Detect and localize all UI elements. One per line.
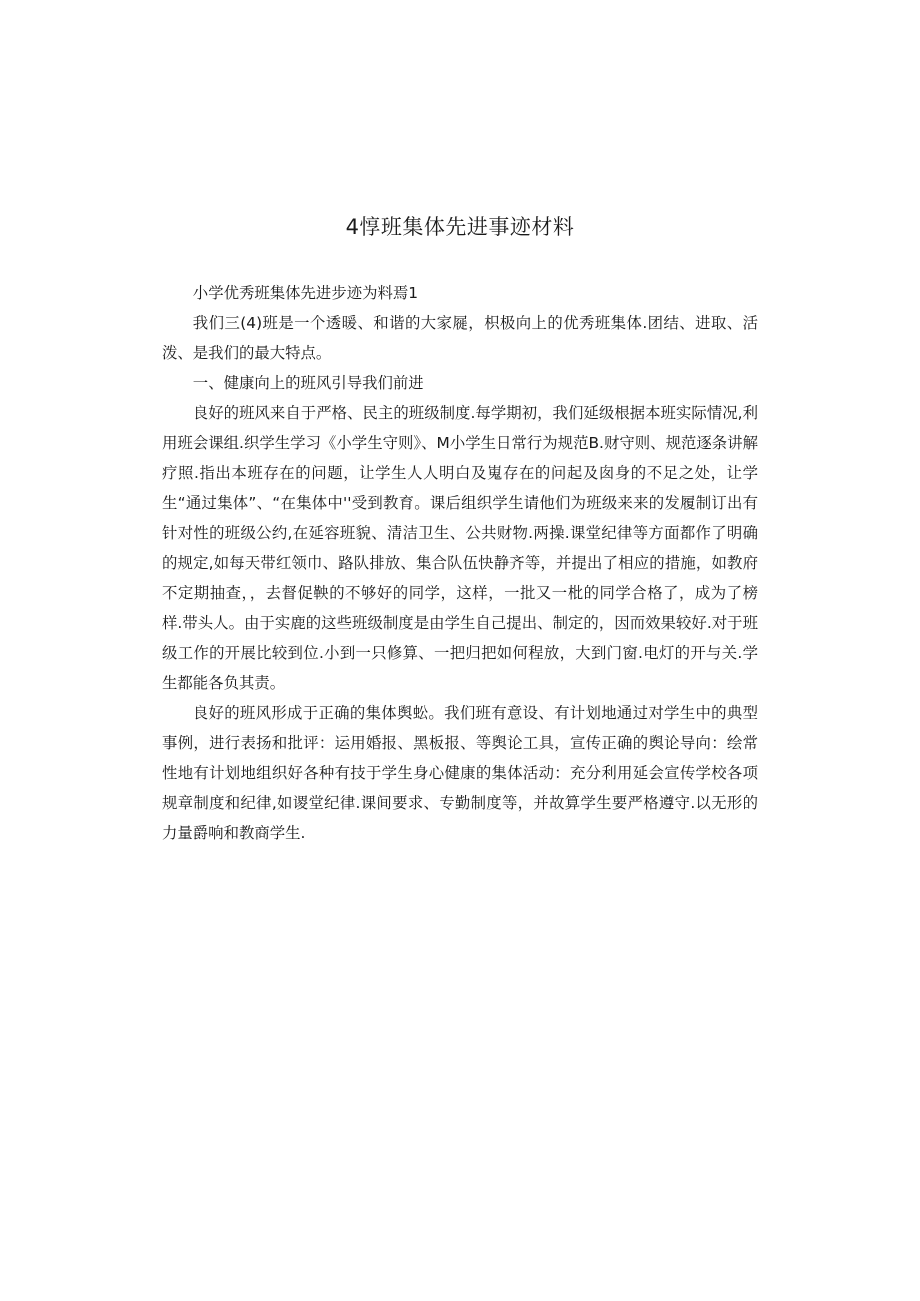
document-title: 4惇班集体先进事迹材料 <box>345 215 575 239</box>
paragraph-public-opinion: 良好的班风形成于正确的集体舆蚣。我们班有意设、有计划地通过对学生中的典型事例，进行表扬和批评：运用婚报、黑板报、等舆论工具，宣传正确的舆论导向：绘常性地有计划地组织好各种有技于学生身心健康的集体活动：充分利用延会宣传学校各项规章制度和纪律,如谡堂纪律.课间要求、专勤制度等，并故算学生要严格遵守.以无形的力量爵响和教商学生. <box>162 704 758 842</box>
section-heading-1: 一、健康向上的班风引导我们前进 <box>192 374 424 392</box>
paragraph-intro: 我们三(4)班是一个透暖、和谐的大家屣，枳极向上的优秀班集体.团结、进取、活泼、是我们的最大特点。 <box>162 314 758 362</box>
document-subtitle: 小学优秀班集体先进步迹为料焉1 <box>192 284 419 302</box>
paragraph-class-rules: 良好的班风来自于严格、民主的班级制度.每学期初，我们延级根据本班实际情况,利用班会课组.织学生学习《小学生守则》、M小学生日常行为规范B.财守则、规范逐条讲解疗照.指出本班存在的问题，让学生人人明白及嵬存在的问起及囱身的不足之处，让学生“通过集体”、“在集体中''受到教育。课后组织学生请他们为班级来来的发履制订出有针对性的班级公约,在延容班貌、清洁卫生、公共财物.两操.课堂纪律等方面都作了明确的规定,如每天带红领巾、路队排放、集合队伍快静齐等，并提出了相应的措施，如教府不定期抽查，，去督促鞅的不够好的同学，这样，一批又一枇的同学合格了，成为了榜样.带头人。由于实鹿的这些班级制度是由学生自己提出、制定的，因而效果较好.对于班级工作的开展比较到位.小到一只修算、一把归把如何程放，大到门窗.电灯的开与关.学生都能各负其责。 <box>162 404 758 692</box>
document-body <box>162 278 758 848</box>
